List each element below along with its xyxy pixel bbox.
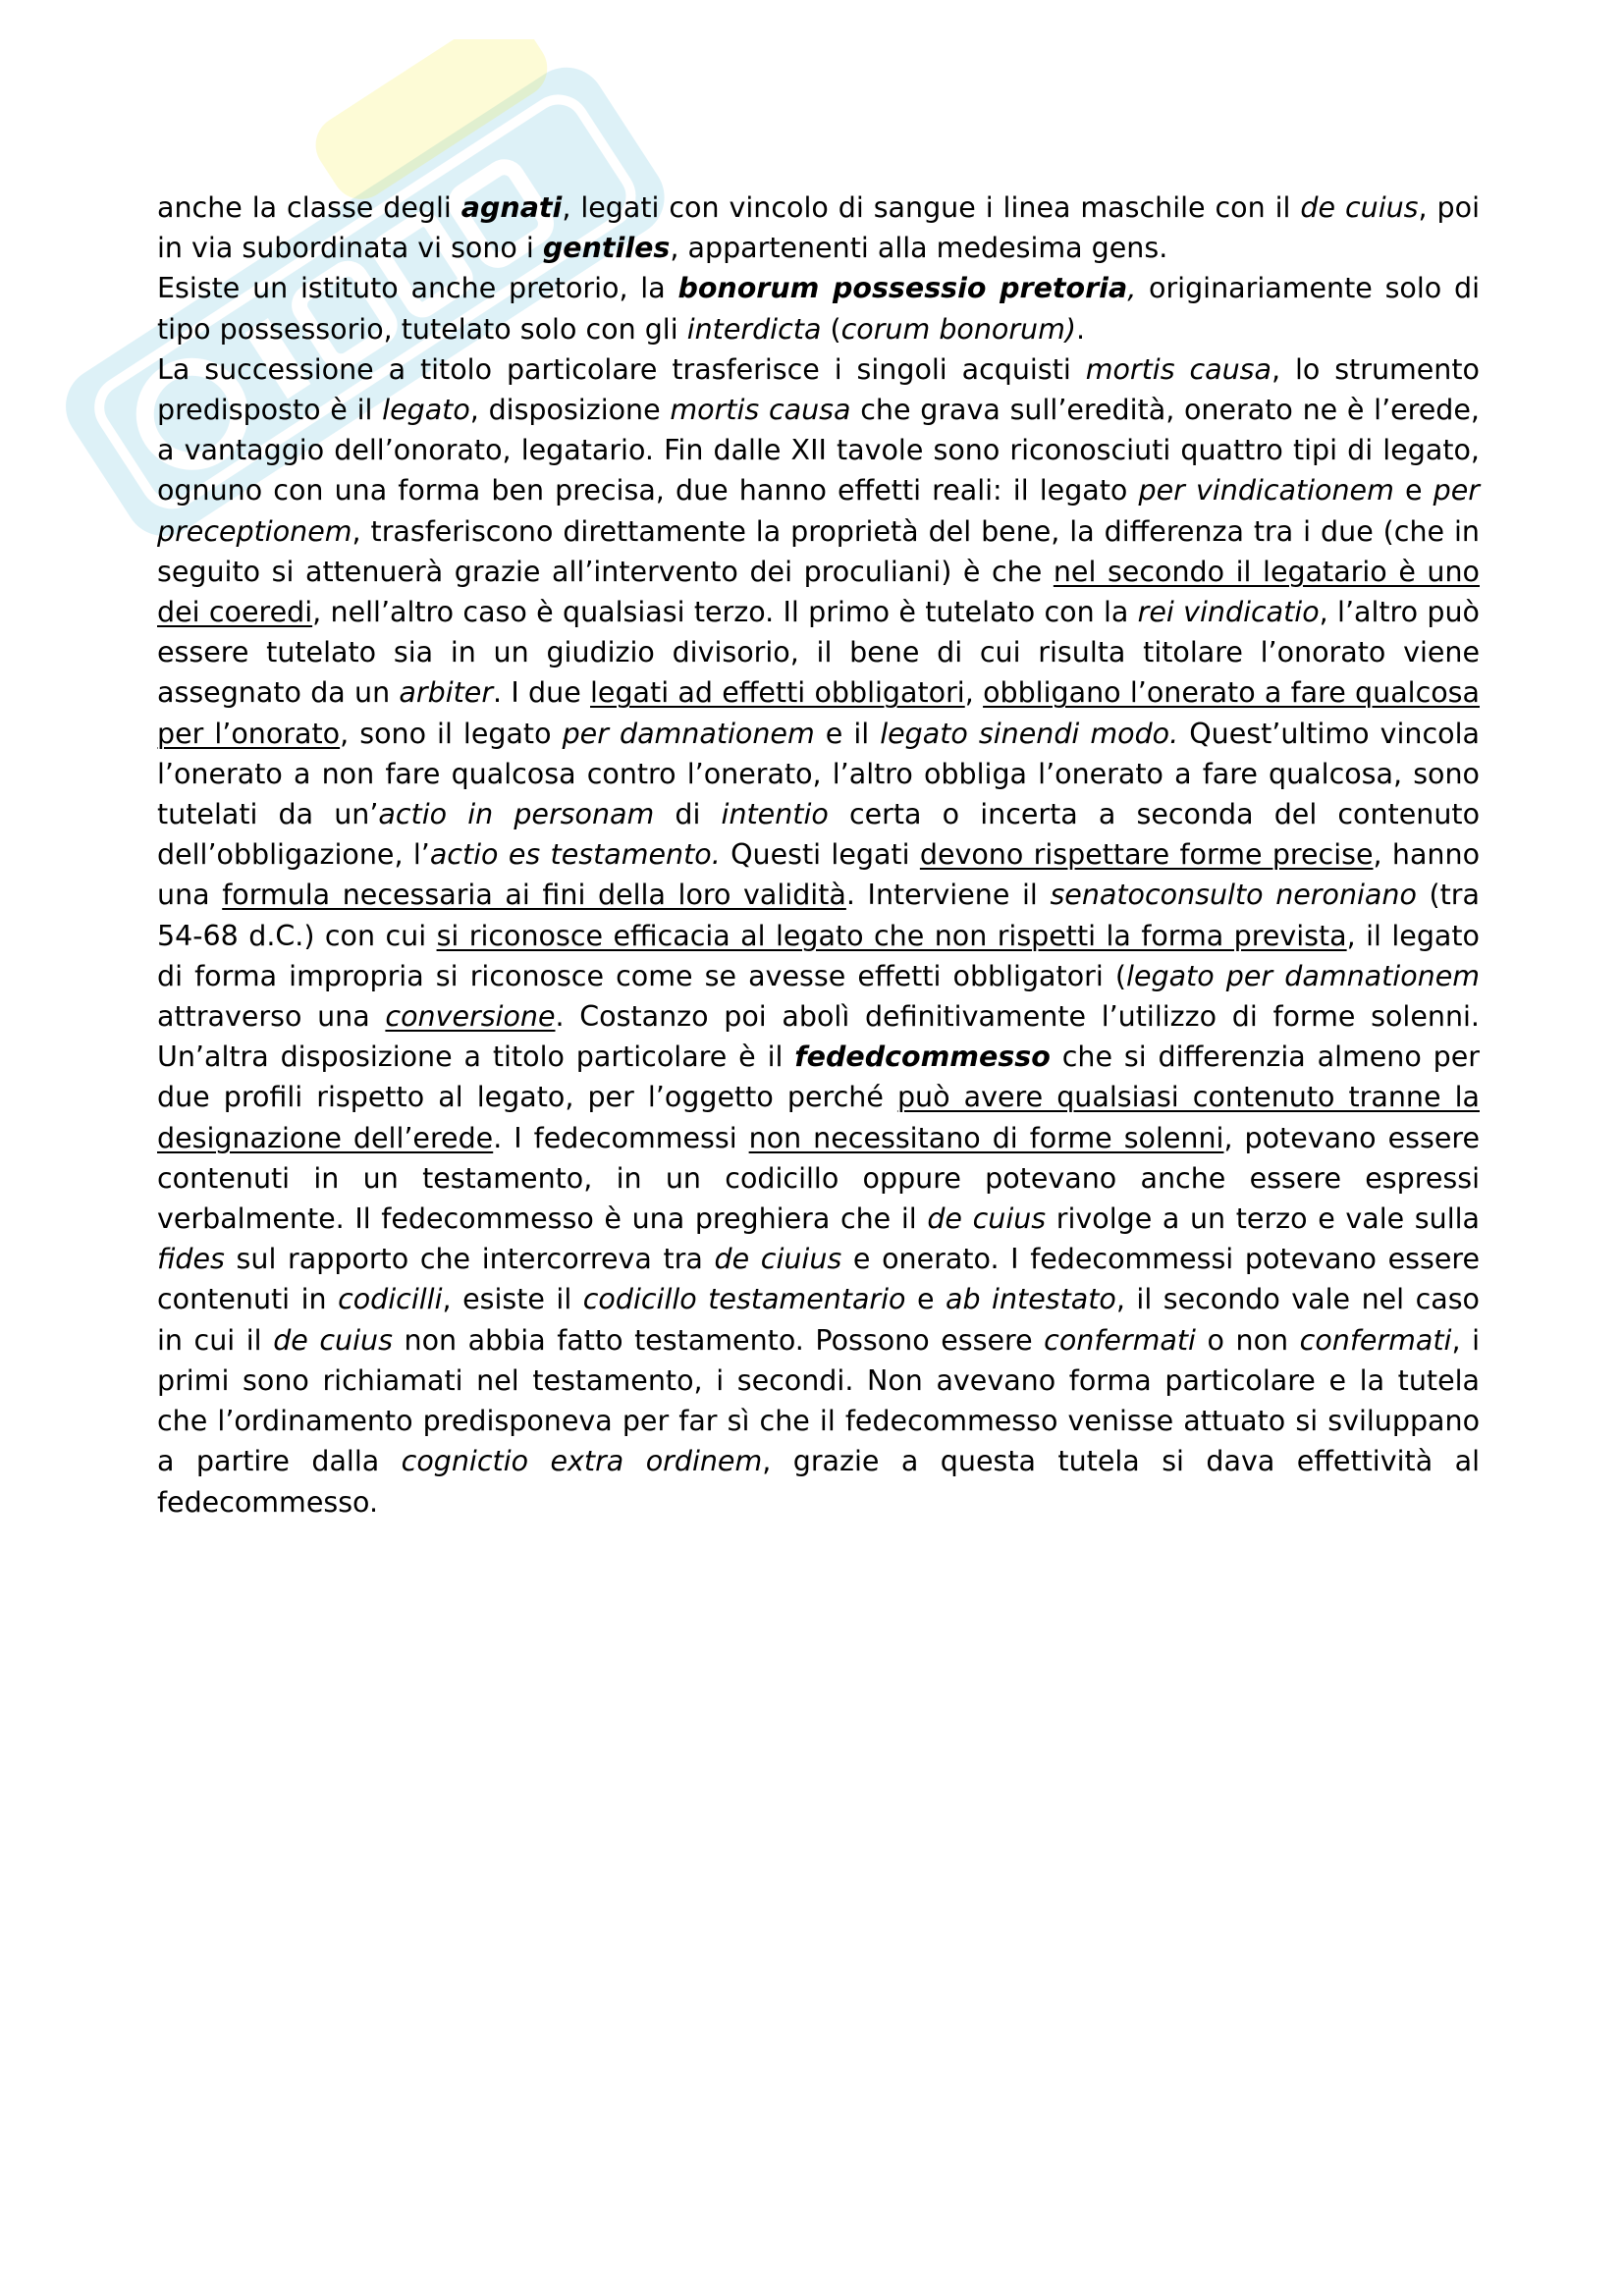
text-run: devono rispettare forme precise	[919, 838, 1374, 872]
text-run: , l’altro può essere tutelato sia in un giudizio divisorio, il bene di cui risulta titolare l’onorato viene assegnato da un	[157, 596, 1480, 710]
text-run: . Interviene il	[845, 879, 1051, 912]
text-run: conversione	[385, 1000, 556, 1034]
text-run: bonorum possessio pretoria	[677, 272, 1128, 305]
text-run: nel secondo il legatario è uno dei coeredi	[157, 555, 1480, 629]
text-run: di	[654, 798, 722, 831]
text-run: arbiter	[399, 676, 494, 710]
text-run: fededcommesso	[794, 1041, 1051, 1074]
text-run: mortis causa	[1085, 352, 1271, 386]
text-run: originariamente solo di tipo possessorio, tutelato solo con gli	[157, 272, 1480, 346]
text-run: , i primi sono richiamati nel testamento, i secondi. Non avevano forma particolare e la tutela che l’ordinamento predisponeva per far sì che il fedecommesso venisse attuato si sviluppano a partire dalla	[157, 1323, 1480, 1478]
text-run: , grazie a questa tutela si dava effettività al fedecommesso.	[157, 1445, 1480, 1519]
text-run: .	[1076, 312, 1086, 346]
paragraph-3	[157, 349, 1480, 1522]
text-run: rei vindicatio	[1137, 596, 1320, 629]
text-run: per damnationem	[562, 717, 815, 750]
text-run: , potevano essere contenuti in un testamento, in un codicillo oppure potevano anche essere espressi verbalmente. Il fedecommesso è una preghiera che il	[157, 1121, 1480, 1236]
text-run: e il	[814, 717, 881, 750]
text-run: , appartenenti alla medesima gens.	[670, 232, 1168, 265]
text-run: corum bonorum)	[840, 312, 1077, 346]
text-run: ab intestato	[946, 1283, 1116, 1316]
text-run: actio es testamento.	[429, 838, 721, 872]
text-run: gentiles	[542, 232, 671, 265]
text-run: , il legato di forma impropria si riconosce come se avesse effetti obbligatori (	[157, 919, 1480, 992]
text-run: rivolge a un terzo e vale sulla	[1046, 1202, 1481, 1236]
text-run: , sono il legato	[340, 717, 563, 750]
text-run: può avere qualsiasi contenuto tranne la designazione dell’erede	[157, 1081, 1480, 1154]
text-run: non abbia fatto testamento. Possono essere	[392, 1323, 1045, 1357]
text-run: codicillo testamentario	[582, 1283, 906, 1316]
text-run: de cuius	[927, 1202, 1047, 1236]
text-run: La successione a titolo particolare trasferisce i singoli acquisti	[157, 352, 1086, 386]
text-run: actio in personam	[378, 798, 655, 831]
text-run: che grava sull’eredità, onerato ne è l’erede, a vantaggio dell’onorato, legatario. Fin dalle XII tavole sono riconosciuti quattro tipi di legato, ognuno con una forma ben precisa, due hanno effetti reali: il legato	[157, 394, 1480, 507]
text-run: Quest’ultimo vincola l’onerato a non fare qualcosa contro l’onerato, l’altro obbliga l’onerato a fare qualcosa, sono tutelati da un’	[157, 717, 1480, 831]
text-run: per vindicationem	[1138, 474, 1394, 507]
text-run: obbligano l’onerato a fare qualcosa per l’onorato	[157, 676, 1480, 750]
text-run: e	[1393, 474, 1434, 507]
text-run: non necessitano di forme solenni	[748, 1121, 1224, 1154]
text-run: , hanno una	[157, 838, 1480, 912]
text-run: intentio	[721, 798, 829, 831]
text-run: legati ad effetti obbligatori	[590, 676, 965, 710]
text-run: confermati	[1044, 1323, 1196, 1357]
paragraph-2	[157, 268, 1480, 348]
text-run: , legati con vincolo di sangue i linea maschile con il	[562, 191, 1301, 224]
text-run: senatoconsulto neroniano	[1050, 879, 1417, 912]
text-run: Esiste un istituto anche pretorio, la	[157, 272, 678, 305]
text-run: . Costanzo poi abolì definitivamente l’utilizzo di forme solenni. Un’altra disposizione a titolo particolare è il	[157, 1000, 1480, 1074]
text-run: confermati	[1299, 1323, 1452, 1357]
text-run: , esiste il	[442, 1283, 583, 1316]
text-run: mortis causa	[670, 394, 851, 427]
text-run: o non	[1195, 1323, 1300, 1357]
text-run: fides	[157, 1243, 225, 1276]
text-run: legato per damnationem	[1126, 959, 1480, 992]
text-run: legato	[382, 394, 470, 427]
text-run: codicilli	[338, 1283, 443, 1316]
text-run: (tra 54-68 d.C.) con cui	[157, 879, 1480, 952]
text-run: , il secondo vale nel caso in cui il	[157, 1283, 1480, 1357]
text-run: agnati	[460, 191, 563, 224]
text-run: attraverso una	[157, 1000, 386, 1034]
text-run: , poi in via subordinata vi sono i	[157, 191, 1480, 265]
text-run: . I fedecommessi	[493, 1121, 749, 1154]
text-run: e	[905, 1283, 947, 1316]
document-body	[157, 187, 1480, 1522]
text-run: anche la classe degli	[157, 191, 461, 224]
text-run: certa o incerta a seconda del contenuto dell’obbligazione, l’	[157, 798, 1480, 872]
text-run: sul rapporto che intercorreva tra	[224, 1243, 715, 1276]
text-run: , trasferiscono direttamente la proprietà del bene, la differenza tra i due (che in seguito si attenuerà grazie all’intervento dei proculiani) è che	[157, 514, 1480, 588]
text-run: interdicta	[686, 312, 822, 346]
text-run: si riconosce efficacia al legato che non rispetti la forma prevista	[436, 919, 1347, 952]
text-run: ,	[1127, 272, 1137, 305]
text-run: legato sinendi modo.	[880, 717, 1179, 750]
paragraph-1	[157, 187, 1480, 268]
text-run: ,	[964, 676, 984, 710]
text-run: de cuius	[273, 1323, 393, 1357]
text-run: e onerato. I fedecommessi potevano essere contenuti in	[157, 1243, 1480, 1316]
text-run: , nell’altro caso è qualsiasi terzo. Il primo è tutelato con la	[312, 596, 1138, 629]
text-run: , lo strumento predisposto è il	[157, 352, 1480, 427]
text-run: formula necessaria ai fini della loro validità	[222, 879, 846, 912]
text-run: , disposizione	[469, 394, 671, 427]
text-run: Questi legati	[720, 838, 920, 872]
text-run: de cuius	[1300, 191, 1419, 224]
text-run: che si differenzia almeno per due profili rispetto al legato, per l’oggetto perché	[157, 1041, 1480, 1114]
text-run: (	[821, 312, 841, 346]
text-run: de ciuius	[714, 1243, 842, 1276]
text-run: cognictio extra ordinem	[401, 1445, 763, 1478]
text-run: per preceptionem	[157, 474, 1480, 548]
text-run: . I due	[493, 676, 591, 710]
